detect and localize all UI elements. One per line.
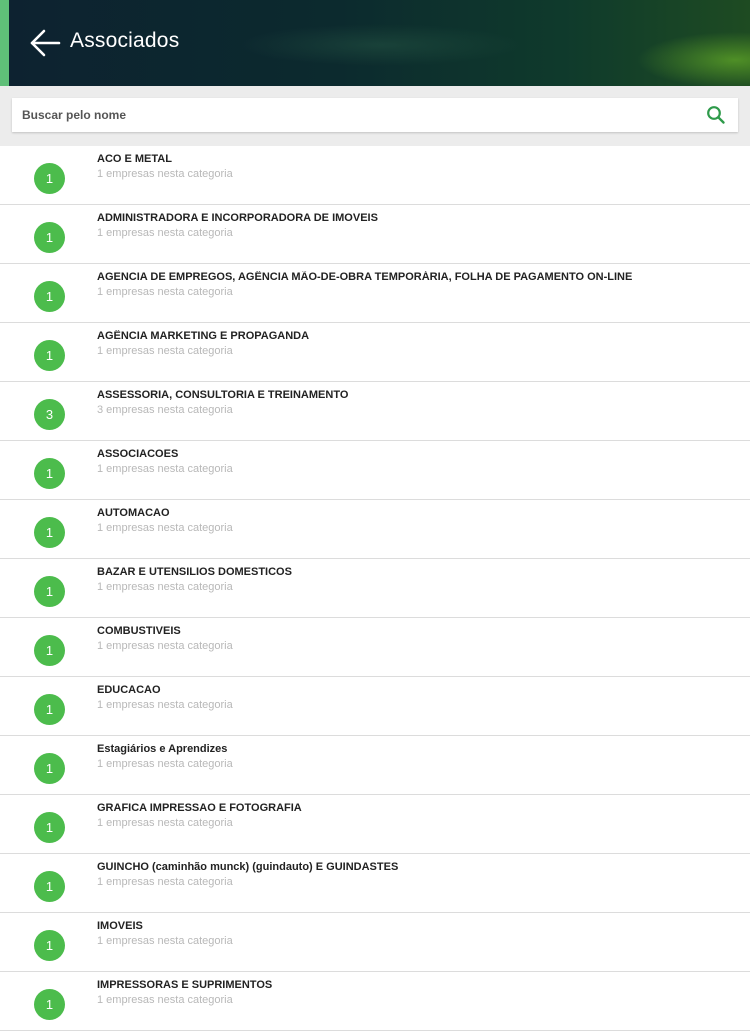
category-count-text: 1 empresas nesta categoria (97, 522, 233, 534)
category-name: AGENCIA DE EMPREGOS, AGÊNCIA MÃO-DE-OBRA TEMPORÁRIA, FOLHA DE PAGAMENTO ON-LINE (97, 271, 633, 283)
header-accent-bar (0, 0, 9, 86)
count-badge: 1 (34, 812, 65, 843)
list-item[interactable] (0, 854, 750, 913)
list-item[interactable] (0, 559, 750, 618)
category-count-text: 3 empresas nesta categoria (97, 404, 233, 416)
category-name: AGÊNCIA MARKETING E PROPAGANDA (97, 330, 310, 342)
count-badge: 1 (34, 576, 65, 607)
category-count-text: 1 empresas nesta categoria (97, 758, 233, 770)
category-name: ASSOCIACOES (97, 448, 179, 460)
list-item[interactable] (0, 323, 750, 382)
category-name: IMPRESSORAS E SUPRIMENTOS (97, 979, 273, 991)
category-count-text: 1 empresas nesta categoria (97, 994, 233, 1006)
category-count-text: 1 empresas nesta categoria (97, 876, 233, 888)
app-header (0, 0, 750, 86)
category-count-text: 1 empresas nesta categoria (97, 227, 233, 239)
arrow-left-icon[interactable] (26, 26, 62, 60)
count-badge: 1 (34, 694, 65, 725)
list-item[interactable] (0, 736, 750, 795)
count-badge: 1 (34, 222, 65, 253)
count-badge: 3 (34, 399, 65, 430)
category-name: GUINCHO (caminhão munck) (guindauto) E GUINDASTES (97, 861, 399, 873)
count-badge: 1 (34, 753, 65, 784)
list-item[interactable] (0, 205, 750, 264)
list-item[interactable] (0, 146, 750, 205)
count-badge: 1 (34, 635, 65, 666)
category-name: GRAFICA IMPRESSAO E FOTOGRAFIA (97, 802, 302, 814)
category-count-text: 1 empresas nesta categoria (97, 817, 233, 829)
list-item[interactable] (0, 441, 750, 500)
category-count-text: 1 empresas nesta categoria (97, 640, 233, 652)
list-item[interactable] (0, 677, 750, 736)
count-badge: 1 (34, 871, 65, 902)
list-item[interactable] (0, 500, 750, 559)
count-badge: 1 (34, 281, 65, 312)
category-name: BAZAR E UTENSILIOS DOMESTICOS (97, 566, 292, 578)
count-badge: 1 (34, 930, 65, 961)
category-count-text: 1 empresas nesta categoria (97, 581, 233, 593)
category-count-text: 1 empresas nesta categoria (97, 935, 233, 947)
count-badge: 1 (34, 458, 65, 489)
search-bar (0, 86, 750, 146)
list-item[interactable] (0, 972, 750, 1031)
category-count-text: 1 empresas nesta categoria (97, 286, 233, 298)
category-name: Estagiários e Aprendizes (97, 743, 228, 755)
search-box (12, 98, 738, 132)
page-title: Associados (70, 29, 180, 52)
list-item[interactable] (0, 264, 750, 323)
category-list (0, 146, 750, 1031)
category-name: IMOVEIS (97, 920, 143, 932)
category-count-text: 1 empresas nesta categoria (97, 699, 233, 711)
category-count-text: 1 empresas nesta categoria (97, 345, 233, 357)
category-name: ACO E METAL (97, 153, 172, 165)
list-item[interactable] (0, 618, 750, 677)
list-item[interactable] (0, 382, 750, 441)
category-name: AUTOMACAO (97, 507, 170, 519)
count-badge: 1 (34, 989, 65, 1020)
count-badge: 1 (34, 163, 65, 194)
list-item[interactable] (0, 795, 750, 854)
list-item[interactable] (0, 913, 750, 972)
search-input[interactable] (12, 98, 692, 132)
category-name: EDUCACAO (97, 684, 161, 696)
count-badge: 1 (34, 340, 65, 371)
search-icon[interactable] (706, 105, 726, 125)
category-name: COMBUSTIVEIS (97, 625, 181, 637)
category-count-text: 1 empresas nesta categoria (97, 463, 233, 475)
category-name: ADMINISTRADORA E INCORPORADORA DE IMOVEIS (97, 212, 378, 224)
category-name: ASSESSORIA, CONSULTORIA E TREINAMENTO (97, 389, 349, 401)
count-badge: 1 (34, 517, 65, 548)
category-count-text: 1 empresas nesta categoria (97, 168, 233, 180)
